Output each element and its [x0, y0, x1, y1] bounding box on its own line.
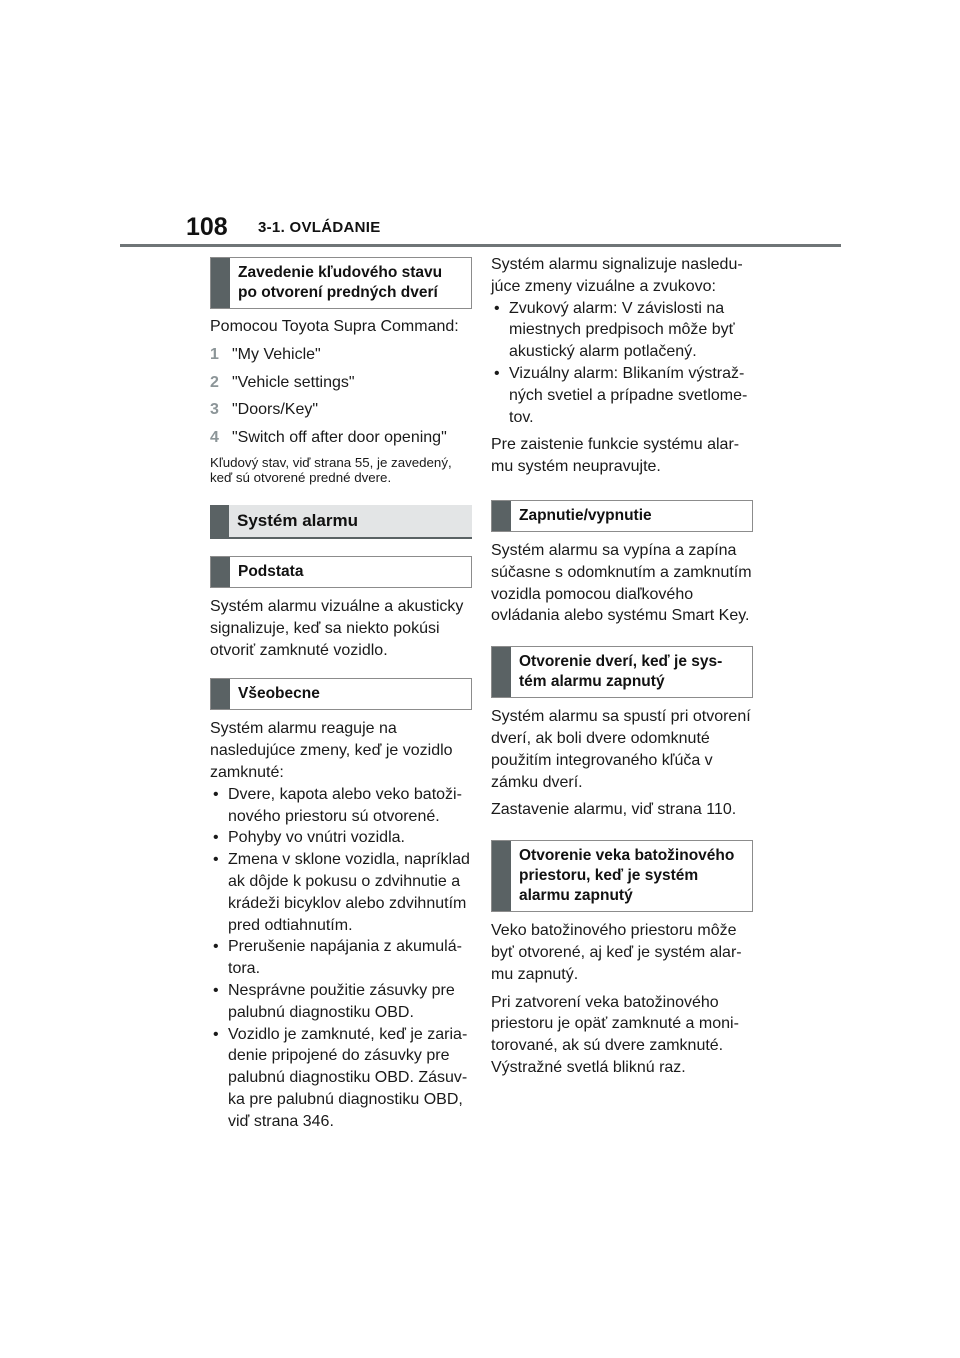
list-item: • Prerušenie napájania z akumulátora.	[210, 936, 472, 980]
list-item: • Vozidlo je zamknuté, keď je zariadenie pripojené do zásuvky pre palubnú diagnostiku OBD. Zásuvka pre palubnú diagnostiku OBD, viď strana 346.	[210, 1024, 472, 1133]
header-rule	[120, 244, 841, 247]
heading-box-general	[210, 678, 472, 710]
note-text: Kľudový stav, viď strana 55, je zavedený, keď sú otvorené predné dvere.	[210, 454, 452, 485]
paragraph: Systém alarmu vizuálne a akusticky signalizuje, keď sa niekto pokúsi otvoriť zamknuté vozidlo.	[210, 597, 464, 659]
step-text: "Vehicle settings"	[232, 373, 355, 391]
paragraph: Systém alarmu sa vypína a zapína súčasne s odomknutím a zamknutím vozidla pomocou diaľkového ovládania alebo systému Smart Key.	[491, 541, 752, 625]
step-1	[210, 344, 472, 366]
list-item: • Nesprávne použitie zásuvky pre palubnú diagnostiku OBD.	[210, 980, 472, 1024]
step-text: "My Vehicle"	[232, 345, 321, 363]
right-column	[491, 252, 753, 1079]
paragraph: Systém alarmu sa spustí pri otvorení dverí, ak boli dvere odomknuté použitím integrovaného kľúča v zámku dverí.	[491, 708, 751, 791]
section-heading-alarm-system	[210, 505, 472, 539]
page-number: 108	[186, 213, 228, 241]
step-text: "Switch off after door opening"	[232, 429, 447, 447]
list-item: • Dvere, kapota alebo veko batožinového priestoru sú otvorené.	[210, 784, 472, 828]
step-2	[210, 372, 472, 394]
paragraph: Pri zatvorení veka batožinového priestoru je opäť zamknuté a monitorované, ak sú dvere zamknuté. Výstražné svetlá bliknú raz.	[491, 993, 739, 1076]
chapter-title: 3-1. OVLÁDANIE	[258, 219, 381, 236]
heading-box-label: Zavedenie kľudového stavu po otvorení predných dverí	[238, 264, 443, 301]
paragraph: Veko batožinového priestoru môže byť otvorené, aj keď je systém alarmu zapnutý.	[491, 922, 742, 983]
list-item: • Zvukový alarm: V závislosti na miestnych predpisoch môže byť akustický alarm potlačený.	[491, 298, 753, 363]
heading-box-label: Podstata	[238, 562, 304, 580]
step-number: 3	[210, 401, 219, 419]
heading-box-label: Otvorenie veka batožinového priestoru, keď je systém alarmu zapnutý	[519, 847, 735, 905]
list-item: • Pohyby vo vnútri vozidla.	[210, 827, 472, 849]
paragraph: Pre zaistenie funkcie systému alarmu systém neupravujte.	[491, 436, 740, 476]
step-3	[210, 399, 472, 421]
paragraph: Systém alarmu signalizuje nasledujúce zmeny vizuálne a zvukovo:	[491, 256, 743, 295]
left-column	[210, 252, 472, 1133]
paragraph: Systém alarmu reaguje na nasledujúce zmeny, keď je vozidlo zamknuté:	[210, 720, 453, 781]
step-number: 1	[210, 345, 219, 363]
paragraph: Zastavenie alarmu, viď strana 110.	[491, 801, 737, 819]
intro-text: Pomocou Toyota Supra Command:	[210, 318, 459, 335]
heading-box-basics	[210, 556, 472, 588]
heading-box-label: Otvorenie dverí, keď je systém alarmu zapnutý	[519, 653, 723, 691]
step-number: 2	[210, 373, 219, 391]
heading-box-on-off	[491, 500, 753, 532]
heading-box-label: Zapnutie/vypnutie	[519, 506, 652, 524]
heading-box-rest-state	[210, 257, 472, 309]
step-4	[210, 427, 472, 449]
step-number: 4	[210, 429, 219, 447]
heading-box-door-opening	[491, 646, 753, 698]
list-item: • Zmena v sklone vozidla, napríklad ak dôjde k pokusu o zdvihnutie a krádeži bicyklov alebo zdvihnutím pred odtiahnutím.	[210, 849, 472, 936]
alarm-trigger-list	[210, 784, 472, 1133]
alarm-signal-list	[491, 298, 753, 429]
step-text: "Doors/Key"	[232, 401, 319, 419]
list-item: • Vizuálny alarm: Blikaním výstražných svetiel a prípadne svetlometov.	[491, 363, 753, 428]
heading-box-tailgate-opening	[491, 840, 753, 912]
section-heading-label: Systém alarmu	[237, 510, 358, 530]
heading-box-label: Všeobecne	[238, 685, 320, 703]
